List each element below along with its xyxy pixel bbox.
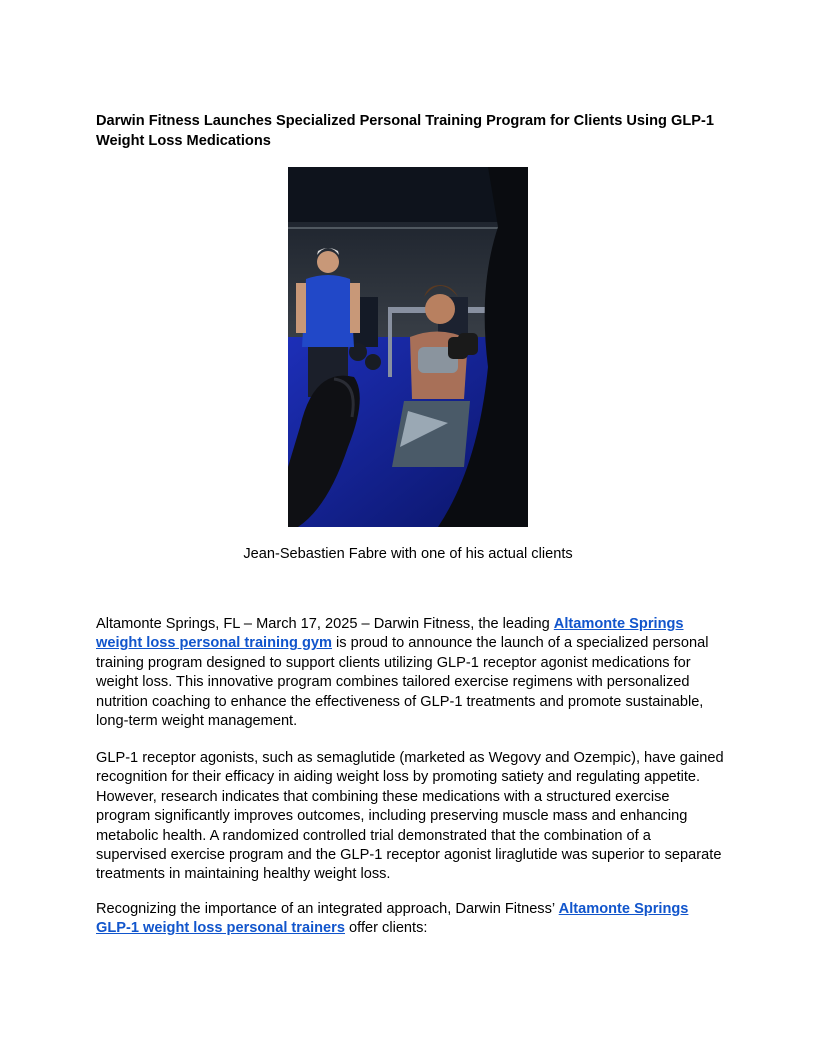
article-title: Darwin Fitness Launches Specialized Personal Training Program for Clients Using GLP-1 Weight Loss Medications — [96, 113, 714, 149]
paragraph-glp1-research: GLP-1 receptor agonists, such as semaglutide (marketed as Wegovy and Ozempic), have gained recognition for their efficacy in aiding weight loss by promoting satiety and regulating appetite. However, research indicates that combining these medications with a structured exercise program significantly improves outcomes, including preserving muscle mass and enhancing metabolic health. A randomized controlled trial demonstrated that the combination of a supervised exercise program and the GLP-1 receptor agonist liraglutide was superior to separate treatments in maintaining healthy weight loss. — [96, 750, 724, 883]
paragraph-integrated-text-start: Recognizing the importance of an integrated approach, Darwin Fitness’ — [96, 901, 559, 917]
link-weight-loss-personal-training-gym[interactable]: Altamonte Springs weight loss personal training gym — [96, 616, 684, 652]
paragraph-integrated-text-end: offer clients: — [344, 920, 428, 937]
paragraph-intro-text-end: is proud to announce the launch of a specialized personal training program designed to support clients utilizing GLP-1 receptor agonist medications for weight loss. This innovative program combines tailored exercise regimens with personalized nutrition coaching to enhance the effectiveness of GLP-1 treatments and promote sustainable, long-term weight management. — [96, 635, 709, 730]
link-glp1-weight-loss-personal-trainers[interactable]: Altamonte Springs GLP-1 weight loss personal trainers — [96, 901, 689, 937]
photo-caption: Jean-Sebastien Fabre with one of his actual clients — [243, 546, 573, 562]
paragraph-intro — [96, 615, 724, 731]
paragraph-integrated-approach — [96, 900, 724, 939]
photo-trainer-and-client — [288, 167, 528, 527]
paragraph-intro-text-start: Altamonte Springs, FL – March 17, 2025 – Darwin Fitness, the leading — [96, 616, 554, 632]
